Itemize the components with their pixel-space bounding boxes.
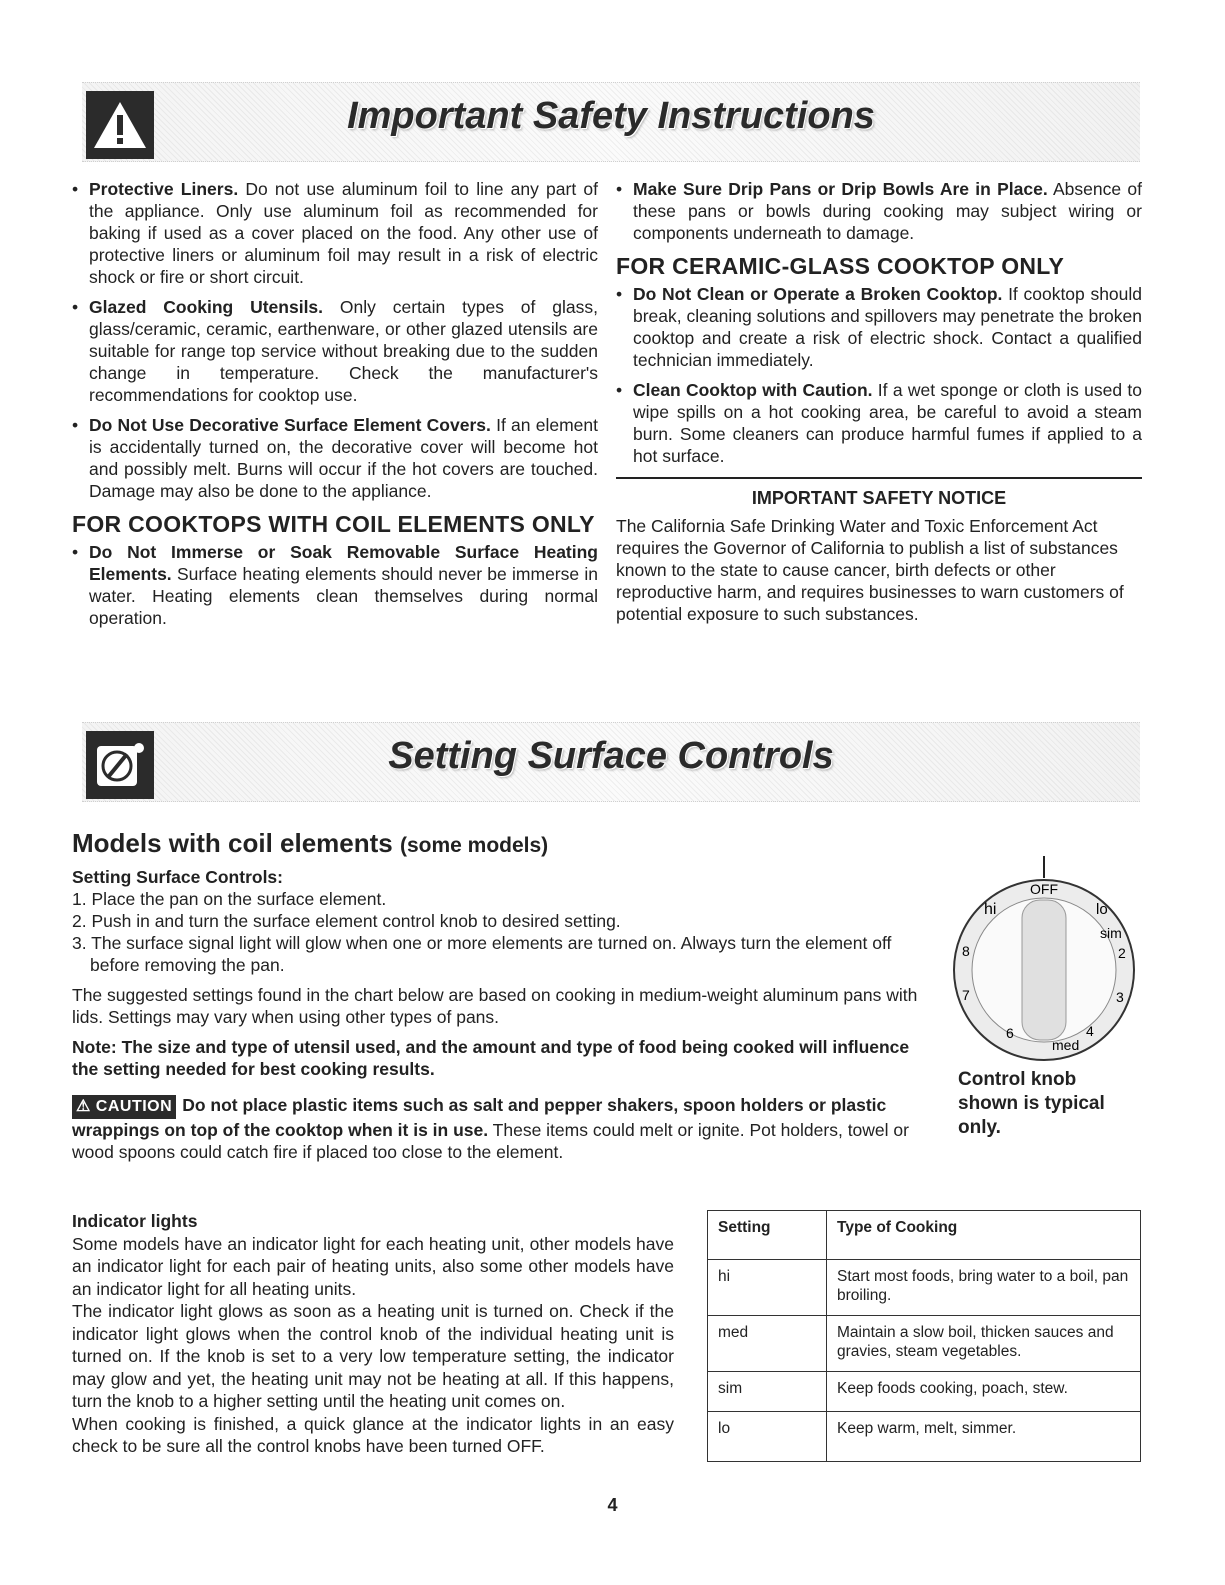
knob-label-7: 7	[962, 987, 970, 1003]
knob-label-med: med	[1052, 1037, 1080, 1053]
column-header: Setting	[708, 1211, 827, 1260]
list-item: • Clean Cooktop with Caution. If a wet sponge or cloth is used to wipe spills on a hot cooking area, be careful to avoid a steam burn. Some cleaners can produce harmful fumes if applied to a hot surface.	[616, 380, 1142, 466]
list-item: • Protective Liners. Do not use aluminum foil to line any part of the appliance. Only use aluminum foil as recommended for baking if used as a cover placed on the food. Any other use of protective liners or aluminum foil may result in a risk of electric shock or fire or short circuit.	[72, 179, 598, 287]
knob-label-lo: lo	[1096, 901, 1108, 918]
knob-label-4: 4	[1086, 1023, 1094, 1039]
divider	[616, 477, 1142, 479]
indicator-heading: Indicator lights	[72, 1211, 198, 1231]
knob-label-3: 3	[1116, 989, 1124, 1005]
knob-label-2: 2	[1118, 945, 1126, 961]
left-column	[72, 178, 598, 637]
type-cell: Maintain a slow boil, thicken sauces and gravies, steam vegetables.	[827, 1316, 1141, 1372]
knob-label-sim: sim	[1100, 925, 1122, 941]
step: 2. Push in and turn the surface element control knob to desired setting.	[72, 911, 621, 931]
suggested-text: The suggested settings found in the chart below are based on cooking in medium-weight aluminum pans with lids. Settings may vary when using other types of pans.	[72, 985, 918, 1027]
caution-badge: ⚠ CAUTION	[72, 1095, 176, 1119]
indicator-p1: Some models have an indicator light for each heating unit, other models have an indicator light for each pair of heating units, also some other models have an indicator light for all heating units.	[72, 1233, 674, 1299]
step: 1. Place the pan on the surface element.	[72, 889, 387, 909]
setting-cell: med	[708, 1316, 827, 1372]
step: 3. The surface signal light will glow when one or more elements are turned on. Always turn the element off before removing the pan.	[72, 933, 892, 975]
list-item: • Do Not Use Decorative Surface Element Covers. If an element is accidentally turned on, the decorative cover will become hot and possibly melt. Burns will occur if the hot covers are touched. Damage may also be done to the appliance.	[72, 415, 598, 501]
type-cell: Keep foods cooking, poach, stew.	[827, 1372, 1141, 1412]
indicator-p2: The indicator light glows as soon as a heating unit is turned on. Check if the indicator light glows when the control knob of the individual heating unit is turned on. If the knob is set to a very low temperature setting, the indicator may glow and yet, the heating unit may not be heating at all. If this happens, turn the knob to a higher setting until the heating unit comes on.	[72, 1301, 674, 1411]
table-header-row	[708, 1211, 1141, 1260]
setting-cell: hi	[708, 1260, 827, 1316]
type-cell: Keep warm, melt, simmer.	[827, 1412, 1141, 1462]
table-row	[708, 1316, 1141, 1372]
knob-caption: Control knob shown is typical only.	[958, 1069, 1105, 1138]
control-knob-illustration	[946, 852, 1136, 1062]
list-item: • Make Sure Drip Pans or Drip Bowls Are in Place. Absence of these pans or bowls during cooking may subject wiring or components underneath to damage.	[616, 179, 1142, 243]
sub-heading: Setting Surface Controls:	[72, 867, 283, 887]
caution-text: ⚠ CAUTION Do not place plastic items such as salt and pepper shakers, spoon holders or plastic wrappings on top of the cooktop when it is in use. These items could melt or ignite. Pot holders, towel or wood spoons could catch fire if placed too close to the element.	[72, 1095, 909, 1162]
banner-title: Setting Surface Controls	[388, 735, 834, 777]
knob-label-6: 6	[1006, 1025, 1014, 1041]
notice-title: IMPORTANT SAFETY NOTICE	[751, 488, 1007, 508]
models-heading: Models with coil elements (some models)	[72, 828, 549, 858]
coil-heading: FOR COOKTOPS WITH COIL ELEMENTS ONLY	[72, 511, 595, 537]
list-item: • Do Not Immerse or Soak Removable Surface Heating Elements. Surface heating elements should never be immerse in water. Heating elements clean themselves during normal operation.	[72, 542, 598, 628]
notice-text: The California Safe Drinking Water and Toxic Enforcement Act requires the Governor of California to publish a list of substances known to the state to cause cancer, birth defects or other reproductive harm, and requires businesses to warn customers of potential exposure to such substances.	[616, 516, 1124, 624]
column-header: Type of Cooking	[827, 1211, 1141, 1260]
setting-controls-block	[72, 866, 934, 1163]
table-row	[708, 1372, 1141, 1412]
knob-label-off: OFF	[1030, 881, 1058, 897]
table-row	[708, 1260, 1141, 1316]
setting-cell: sim	[708, 1372, 827, 1412]
indicator-lights-block	[72, 1210, 674, 1458]
type-cell: Start most foods, bring water to a boil, pan broiling.	[827, 1260, 1141, 1316]
safety-banner	[82, 82, 1140, 162]
surface-controls-banner	[82, 722, 1140, 802]
page-number: 4	[607, 1495, 618, 1515]
indicator-p3: When cooking is finished, a quick glance at the indicator lights in an easy check to be sure all the control knobs have been turned OFF.	[72, 1413, 674, 1456]
note-text: Note: The size and type of utensil used, and the amount and type of food being cooked will influence the setting needed for best cooking results.	[72, 1037, 910, 1079]
ceramic-heading: FOR CERAMIC-GLASS COOKTOP ONLY	[616, 253, 1065, 279]
right-column	[616, 178, 1142, 625]
banner-title: Important Safety Instructions	[347, 95, 875, 137]
list-item: • Do Not Clean or Operate a Broken Cooktop. If cooktop should break, cleaning solutions and spillovers may penetrate the broken cooktop and create a risk of electric shock. Contact a qualified technician immediately.	[616, 284, 1143, 370]
list-item: • Glazed Cooking Utensils. Only certain types of glass, glass/ceramic, ceramic, earthenware, or other glazed utensils are suitable for range top service without breaking due to the sudden change in temperature. Check the manufacturer's recommendations for cooktop use.	[72, 297, 598, 405]
knob-label-8: 8	[962, 943, 970, 959]
table-row	[708, 1412, 1141, 1462]
setting-cell: lo	[708, 1412, 827, 1462]
settings-table	[707, 1210, 1141, 1462]
knob-label-hi: hi	[984, 901, 997, 918]
